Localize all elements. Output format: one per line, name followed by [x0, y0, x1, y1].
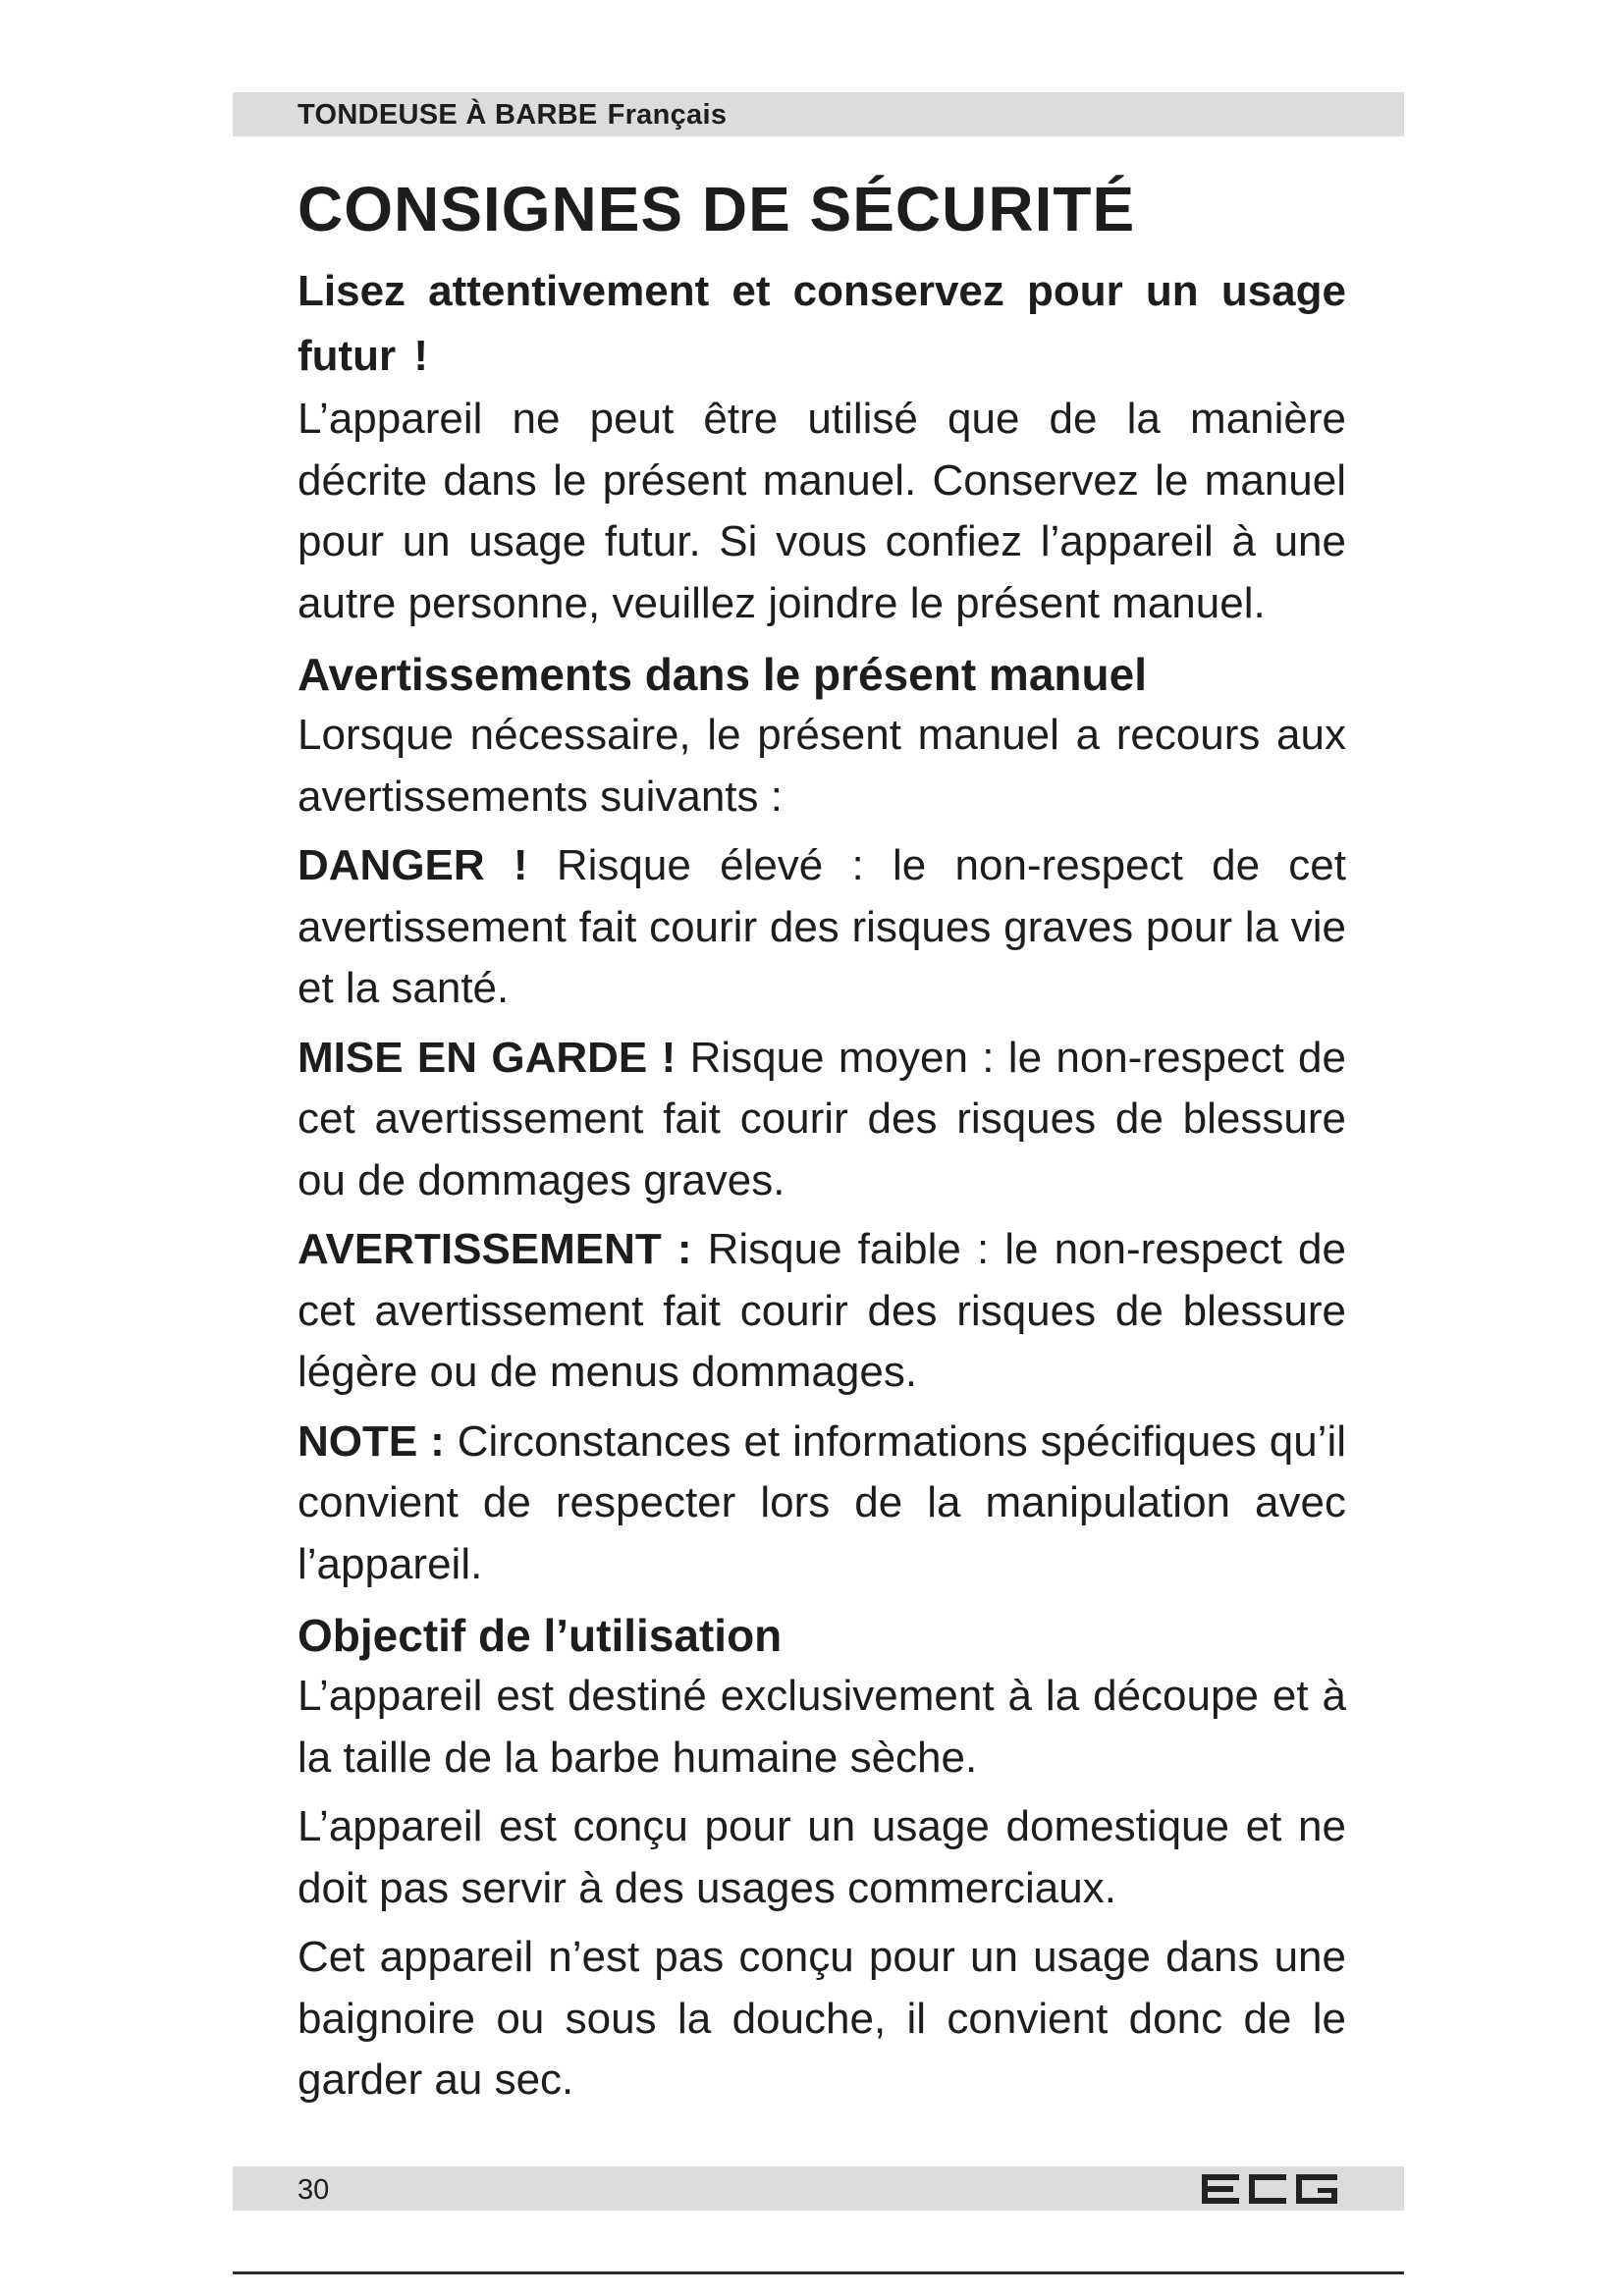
page-number: 30: [298, 2174, 330, 2206]
warning-item-danger: [298, 835, 1346, 1020]
warning-label: NOTE :: [298, 1416, 445, 1466]
footer-bar: [233, 2166, 1404, 2211]
product-name: TONDEUSE À BARBE: [298, 99, 598, 131]
warnings-intro: Lorsque nécessaire, le présent manuel a recours aux avertissements suivants :: [298, 711, 1346, 821]
running-header: [298, 99, 727, 132]
warning-text: Risque faible : le non-respect de cet avertissement fait courir des risques de blessure légère ou de menus dommages.: [298, 1225, 1346, 1396]
purpose-paragraph: L’appareil est conçu pour un usage domestique et ne doit pas servir à des usages commerciaux.: [298, 1802, 1346, 1912]
warning-label: MISE EN GARDE !: [298, 1033, 677, 1082]
warning-text: Risque élevé : le non-respect de cet avertissement fait courir des risques graves pour la vie et la santé.: [298, 841, 1346, 1012]
subtitle: Lisez attentivement et conservez pour un usage futur !: [298, 267, 1346, 380]
header-bar: [233, 92, 1404, 136]
page-title: CONSIGNES DE SÉCURITÉ: [298, 174, 1136, 244]
ecg-logo: [1202, 2171, 1339, 2207]
warning-label: AVERTISSEMENT :: [298, 1225, 692, 1273]
intro-paragraph: L’appareil ne peut être utilisé que de la manière décrite dans le présent manuel. Conservez le manuel pour un usage futur. Si vous confiez l’appareil à une autre personne, veuillez joindre le présent manuel.: [298, 395, 1346, 627]
warning-label: DANGER !: [298, 841, 528, 889]
bottom-rule: [233, 2271, 1404, 2274]
purpose-paragraph: L’appareil est destiné exclusivement à la découpe et à la taille de la barbe humaine sèche.: [298, 1672, 1346, 1782]
language-label: Français: [607, 99, 728, 131]
warnings-heading: Avertissements dans le présent manuel: [298, 649, 1147, 700]
logo-glyphs: [1202, 2174, 1337, 2204]
warning-text: Risque moyen : le non-respect de cet avertissement fait courir des risques de blessure ou de dommages graves.: [298, 1033, 1346, 1204]
page-content: [298, 165, 1346, 2111]
purpose-heading: Objectif de l’utilisation: [298, 1610, 783, 1661]
purpose-paragraph: Cet appareil n’est pas conçu pour un usage dans une baignoire ou sous la douche, il convient donc de le garder au sec.: [298, 1933, 1346, 2104]
warning-item-warning: [298, 1219, 1346, 1404]
warning-item-note: [298, 1412, 1346, 1596]
warning-text: Circonstances et informations spécifiques qu’il convient de respecter lors de la manipulation avec l’appareil.: [298, 1416, 1346, 1588]
warning-item-caution: [298, 1028, 1346, 1212]
